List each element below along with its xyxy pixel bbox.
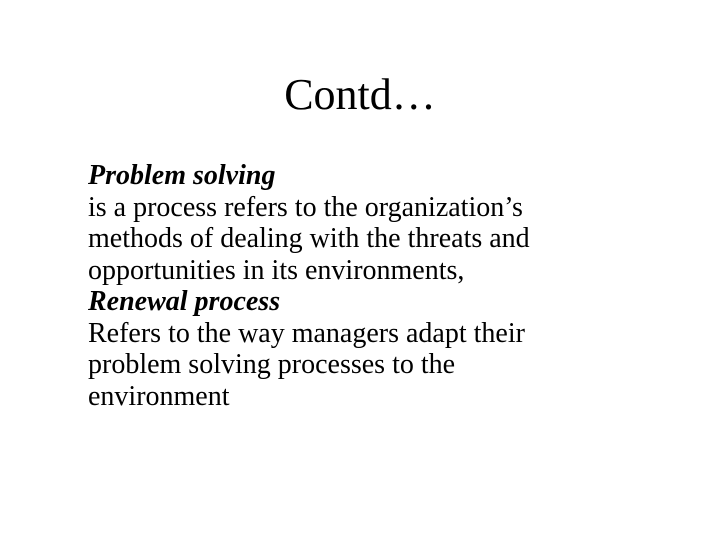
section-text-line: environment <box>88 380 230 412</box>
section-heading-renewal-process: Renewal process <box>88 286 281 317</box>
section-text-line: methods of dealing with the threats and <box>88 223 530 254</box>
section-text-line: Refers to the way managers adapt their <box>88 317 525 349</box>
section-text-line: opportunities in its environments, <box>88 254 465 286</box>
slide-body <box>88 160 688 412</box>
section-text-line: problem solving processes to the <box>88 349 456 380</box>
slide-title: Contd… <box>284 70 436 119</box>
section-heading-problem-solving: Problem solving <box>88 160 276 191</box>
section-text-line: is a process refers to the organization’s <box>88 191 523 223</box>
